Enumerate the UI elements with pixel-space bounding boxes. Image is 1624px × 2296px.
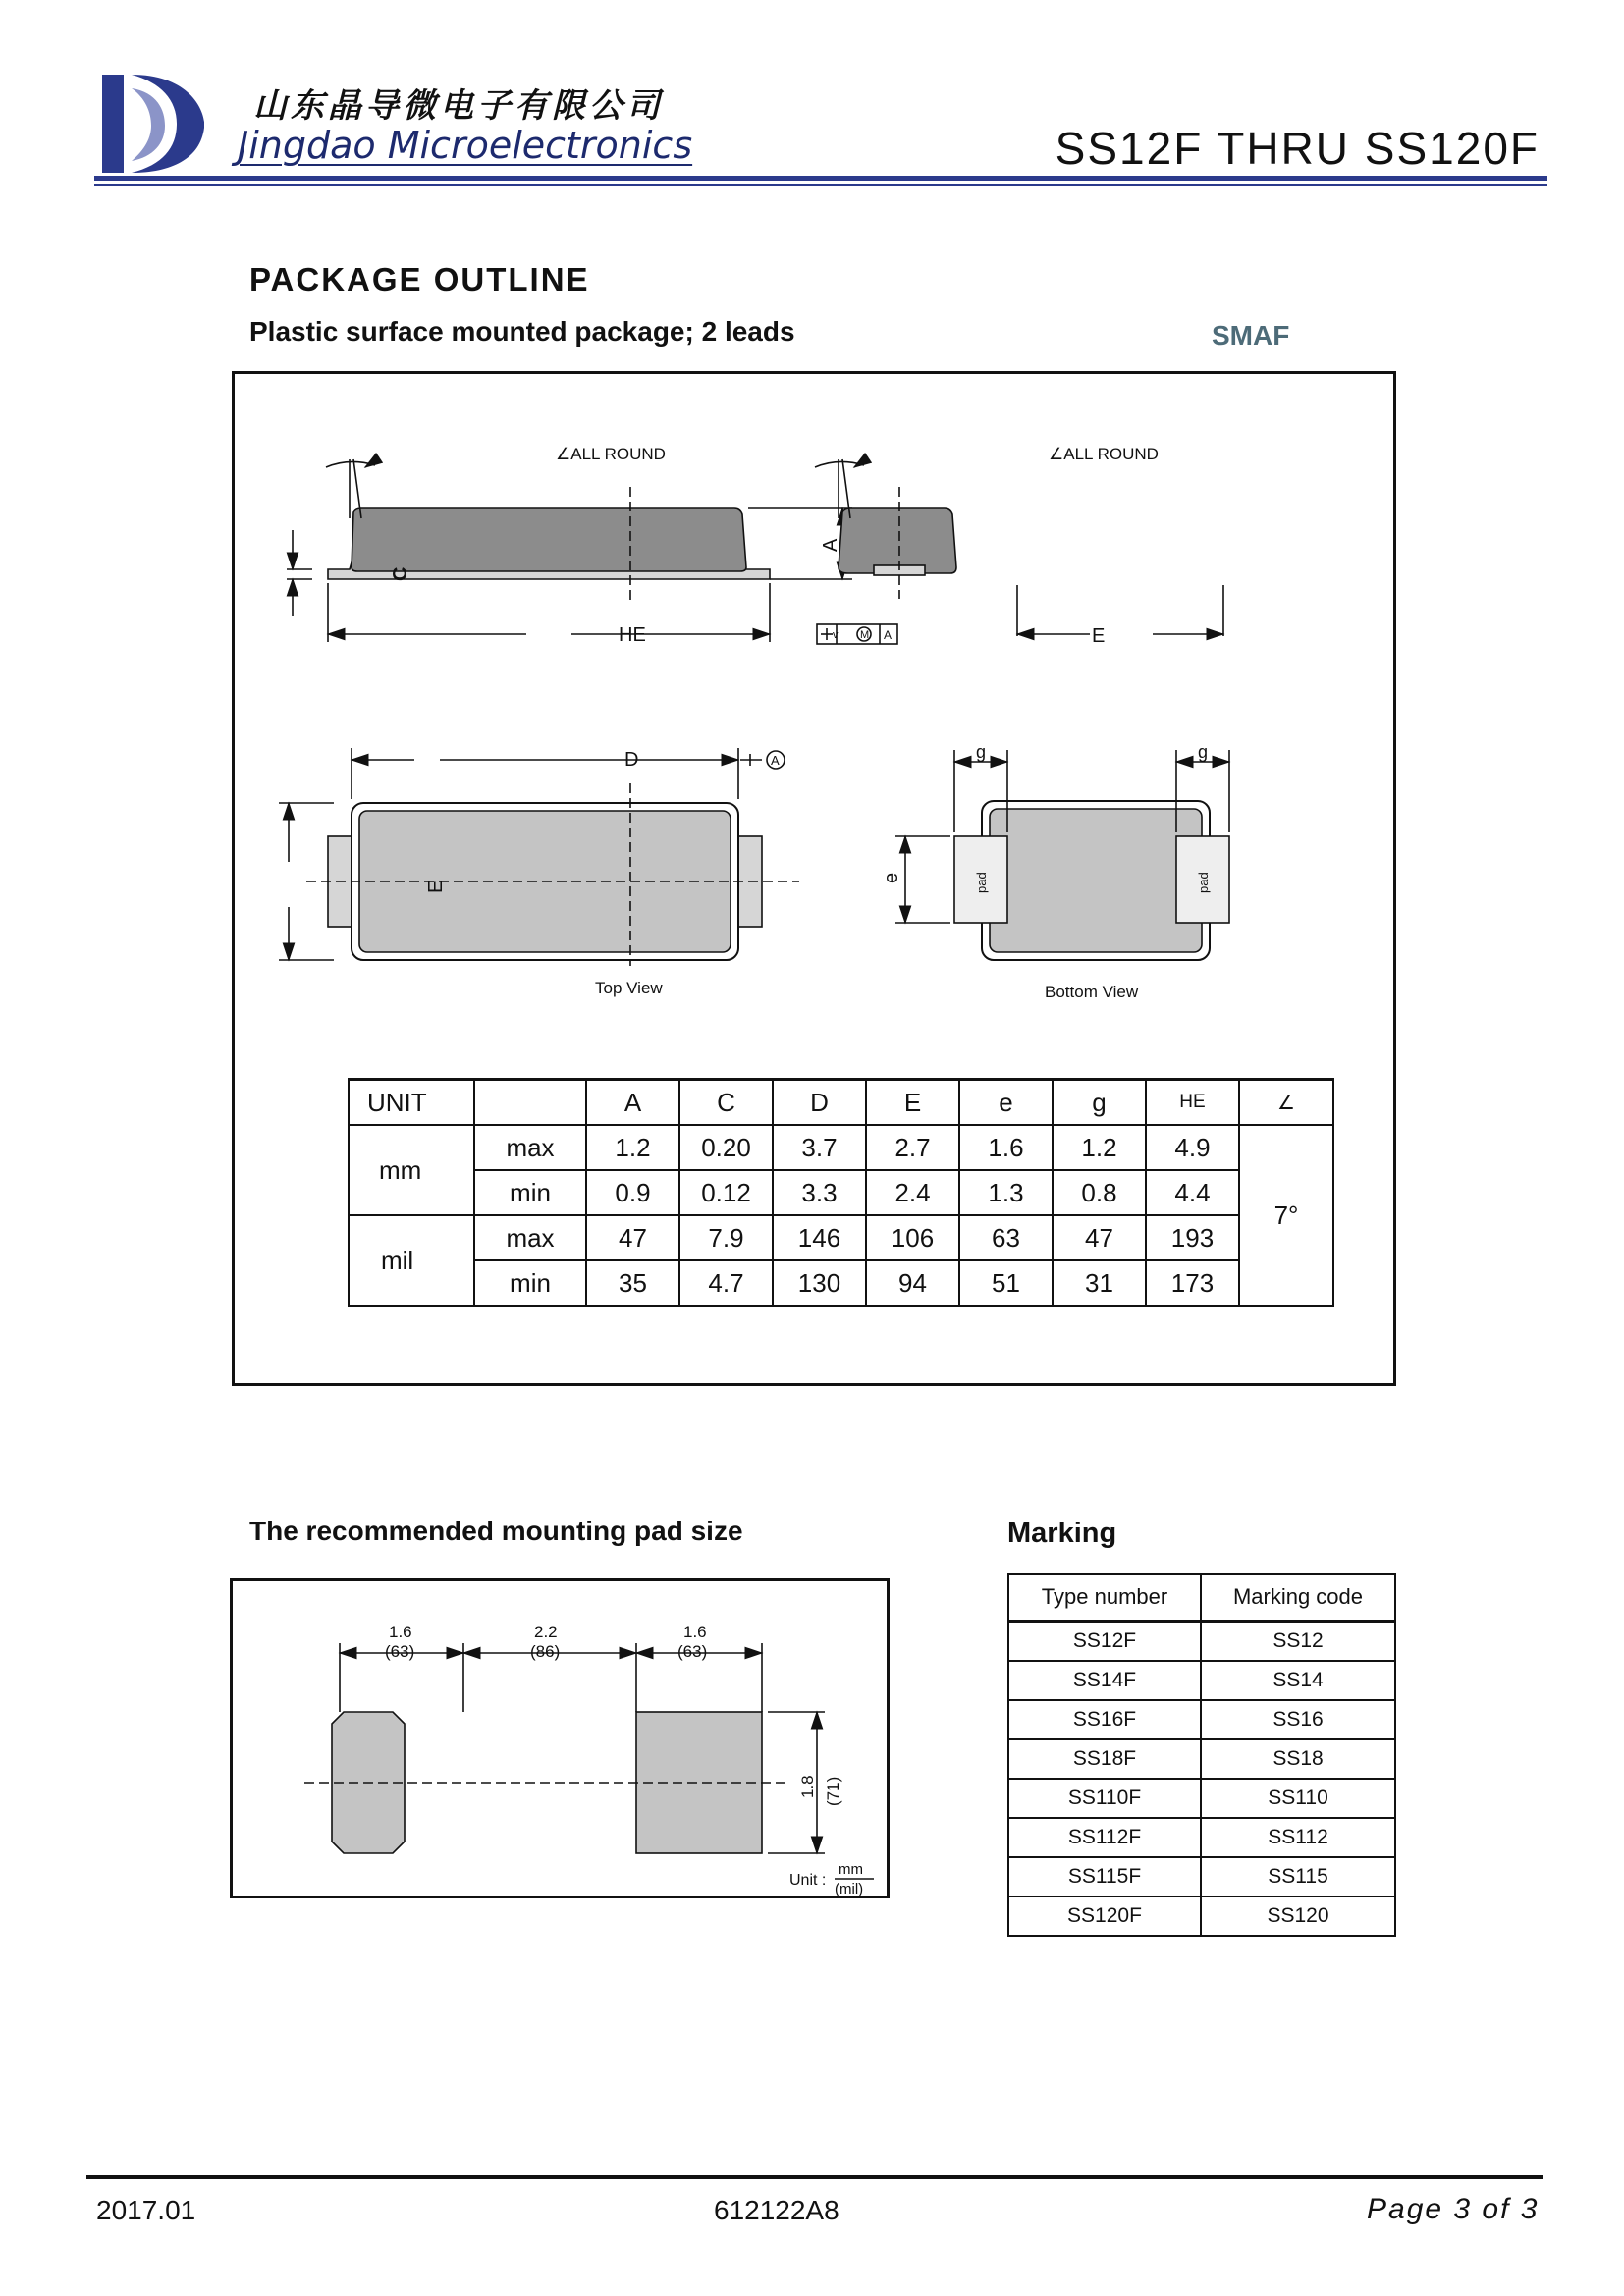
type-number: SS16F [1008,1700,1201,1739]
angle-value: 7° [1239,1125,1333,1306]
all-round-label-2: ∠ALL ROUND [1049,445,1159,463]
pad-gap-mm: 2.2 [534,1623,558,1641]
type-number: SS18F [1008,1739,1201,1779]
unit-mil: mil [349,1215,474,1306]
tolerance-v: v [833,629,839,641]
pad-label-left: pad [974,872,989,893]
type-number: SS120F [1008,1896,1201,1936]
company-name-cn: 山东晶导微电子有限公司 [253,86,664,126]
table-cell: 1.3 [959,1170,1053,1215]
type-number: SS110F [1008,1779,1201,1818]
section-subtitle: Plastic surface mounted package; 2 leads [249,316,795,347]
table-cell: 7.9 [679,1215,773,1260]
table-cell: 4.7 [679,1260,773,1306]
pad-width-2-mm: 1.6 [683,1623,707,1641]
dim-he-label: HE [619,624,646,646]
header-g: g [1053,1080,1146,1126]
table-cell: 31 [1053,1260,1146,1306]
all-round-label-1: ∠ALL ROUND [556,445,666,463]
col-type-number: Type number [1008,1574,1201,1622]
pad-right [636,1712,762,1853]
dim-e-label: E [1092,625,1106,647]
table-cell: 3.7 [773,1125,866,1170]
table-row [349,1215,1333,1260]
dimension-table [348,1078,1334,1307]
marking-code: SS14 [1201,1661,1395,1700]
table-cell: 106 [866,1215,959,1260]
header-e: E [866,1080,959,1126]
section-title: PACKAGE OUTLINE [249,261,590,297]
marking-code: SS16 [1201,1700,1395,1739]
table-row [1008,1739,1395,1779]
footer-date: 2017.01 [96,2195,196,2225]
header-rule-thin [94,184,1547,186]
table-row [1008,1779,1395,1818]
type-number: SS12F [1008,1622,1201,1662]
table-row [1008,1857,1395,1896]
marking-table [1007,1573,1396,1937]
package-outline-drawing [232,371,1396,1058]
footer-page-number: Page 3 of 3 [1367,2193,1540,2225]
row-kind: min [474,1170,586,1215]
table-row [1008,1818,1395,1857]
table-cell: 130 [773,1260,866,1306]
package-name: SMAF [1212,320,1290,350]
datum-a-label: A [771,753,780,768]
table-cell: 94 [866,1260,959,1306]
pad-height-mm: 1.8 [798,1775,817,1798]
col-marking-code: Marking code [1201,1574,1395,1622]
type-number: SS14F [1008,1661,1201,1700]
dim-e-top-label: E [425,880,447,893]
unit-mm: mm [839,1861,863,1878]
side-view-short [815,459,1223,636]
marking-code: SS18 [1201,1739,1395,1779]
dim-a-label: A [820,538,841,552]
table-cell: 3.3 [773,1170,866,1215]
company-name-en: Jingdao Microelectronics [238,124,693,167]
table-cell: 0.20 [679,1125,773,1170]
pad-width-2-mil: (63) [677,1642,708,1661]
table-cell: 193 [1146,1215,1239,1260]
table-row [349,1260,1333,1306]
pad-height-mil: (71) [824,1776,842,1806]
dim-e-small-label: e [881,872,902,883]
type-number: SS115F [1008,1857,1201,1896]
header-c: C [679,1080,773,1126]
table-cell: 0.8 [1053,1170,1146,1215]
header-rule [94,176,1547,181]
table-row [1008,1661,1395,1700]
table-cell: 146 [773,1215,866,1260]
table-row [1008,1700,1395,1739]
table-cell: 1.2 [1053,1125,1146,1170]
header-kind [474,1080,586,1126]
row-kind: max [474,1125,586,1170]
table-cell: 0.9 [586,1170,679,1215]
marking-code: SS115 [1201,1857,1395,1896]
table-cell: 2.4 [866,1170,959,1215]
table-cell: 0.12 [679,1170,773,1215]
table-cell: 4.4 [1146,1170,1239,1215]
dim-d-label: D [624,749,639,771]
top-view-label: Top View [595,979,663,997]
header-d: D [773,1080,866,1126]
marking-code: SS112 [1201,1818,1395,1857]
table-cell: 4.9 [1146,1125,1239,1170]
table-cell: 35 [586,1260,679,1306]
pad-width-1-mil: (63) [385,1642,415,1661]
dim-g2-label: g [1198,742,1209,762]
unit-label: Unit : [789,1872,827,1889]
bottom-view [895,750,1229,960]
table-cell: 2.7 [866,1125,959,1170]
bottom-view-label: Bottom View [1045,983,1139,1001]
pad-width-1-mm: 1.6 [389,1623,412,1641]
marking-code: SS120 [1201,1896,1395,1936]
table-row [1008,1896,1395,1936]
footer-rule [86,2175,1543,2179]
table-cell: 51 [959,1260,1053,1306]
footer-document-code: 612122A8 [714,2195,839,2225]
dimension-header-row [349,1080,1333,1126]
pad-gap-mil: (86) [530,1642,561,1661]
pad-label-right: pad [1196,872,1211,893]
mounting-pad-drawing [230,1578,890,1898]
mounting-pad-title: The recommended mounting pad size [249,1516,743,1546]
tolerance-m: M [860,629,870,641]
header-e-small: e [959,1080,1053,1126]
document-title: SS12F THRU SS120F [1055,123,1540,174]
unit-mm: mm [349,1125,474,1215]
marking-title: Marking [1007,1518,1117,1549]
header-angle: ∠ [1239,1080,1333,1126]
marking-header-row [1008,1574,1395,1622]
dim-c-label: C [390,566,411,581]
table-row [349,1170,1333,1215]
company-logo [102,75,204,173]
table-cell: 47 [1053,1215,1146,1260]
unit-mil: (mil) [835,1881,864,1897]
table-cell: 47 [586,1215,679,1260]
table-row [349,1125,1333,1170]
row-kind: min [474,1260,586,1306]
header-unit: UNIT [349,1080,474,1126]
tolerance-a: A [884,628,893,642]
header-he: HE [1146,1080,1239,1126]
side-view-long [287,459,897,644]
table-cell: 63 [959,1215,1053,1260]
table-cell: 173 [1146,1260,1239,1306]
dim-g1-label: g [976,742,987,762]
table-row [1008,1622,1395,1662]
header-a: A [586,1080,679,1126]
top-view [279,748,799,966]
marking-code: SS12 [1201,1622,1395,1662]
table-cell: 1.6 [959,1125,1053,1170]
type-number: SS112F [1008,1818,1201,1857]
row-kind: max [474,1215,586,1260]
table-cell: 1.2 [586,1125,679,1170]
marking-code: SS110 [1201,1779,1395,1818]
